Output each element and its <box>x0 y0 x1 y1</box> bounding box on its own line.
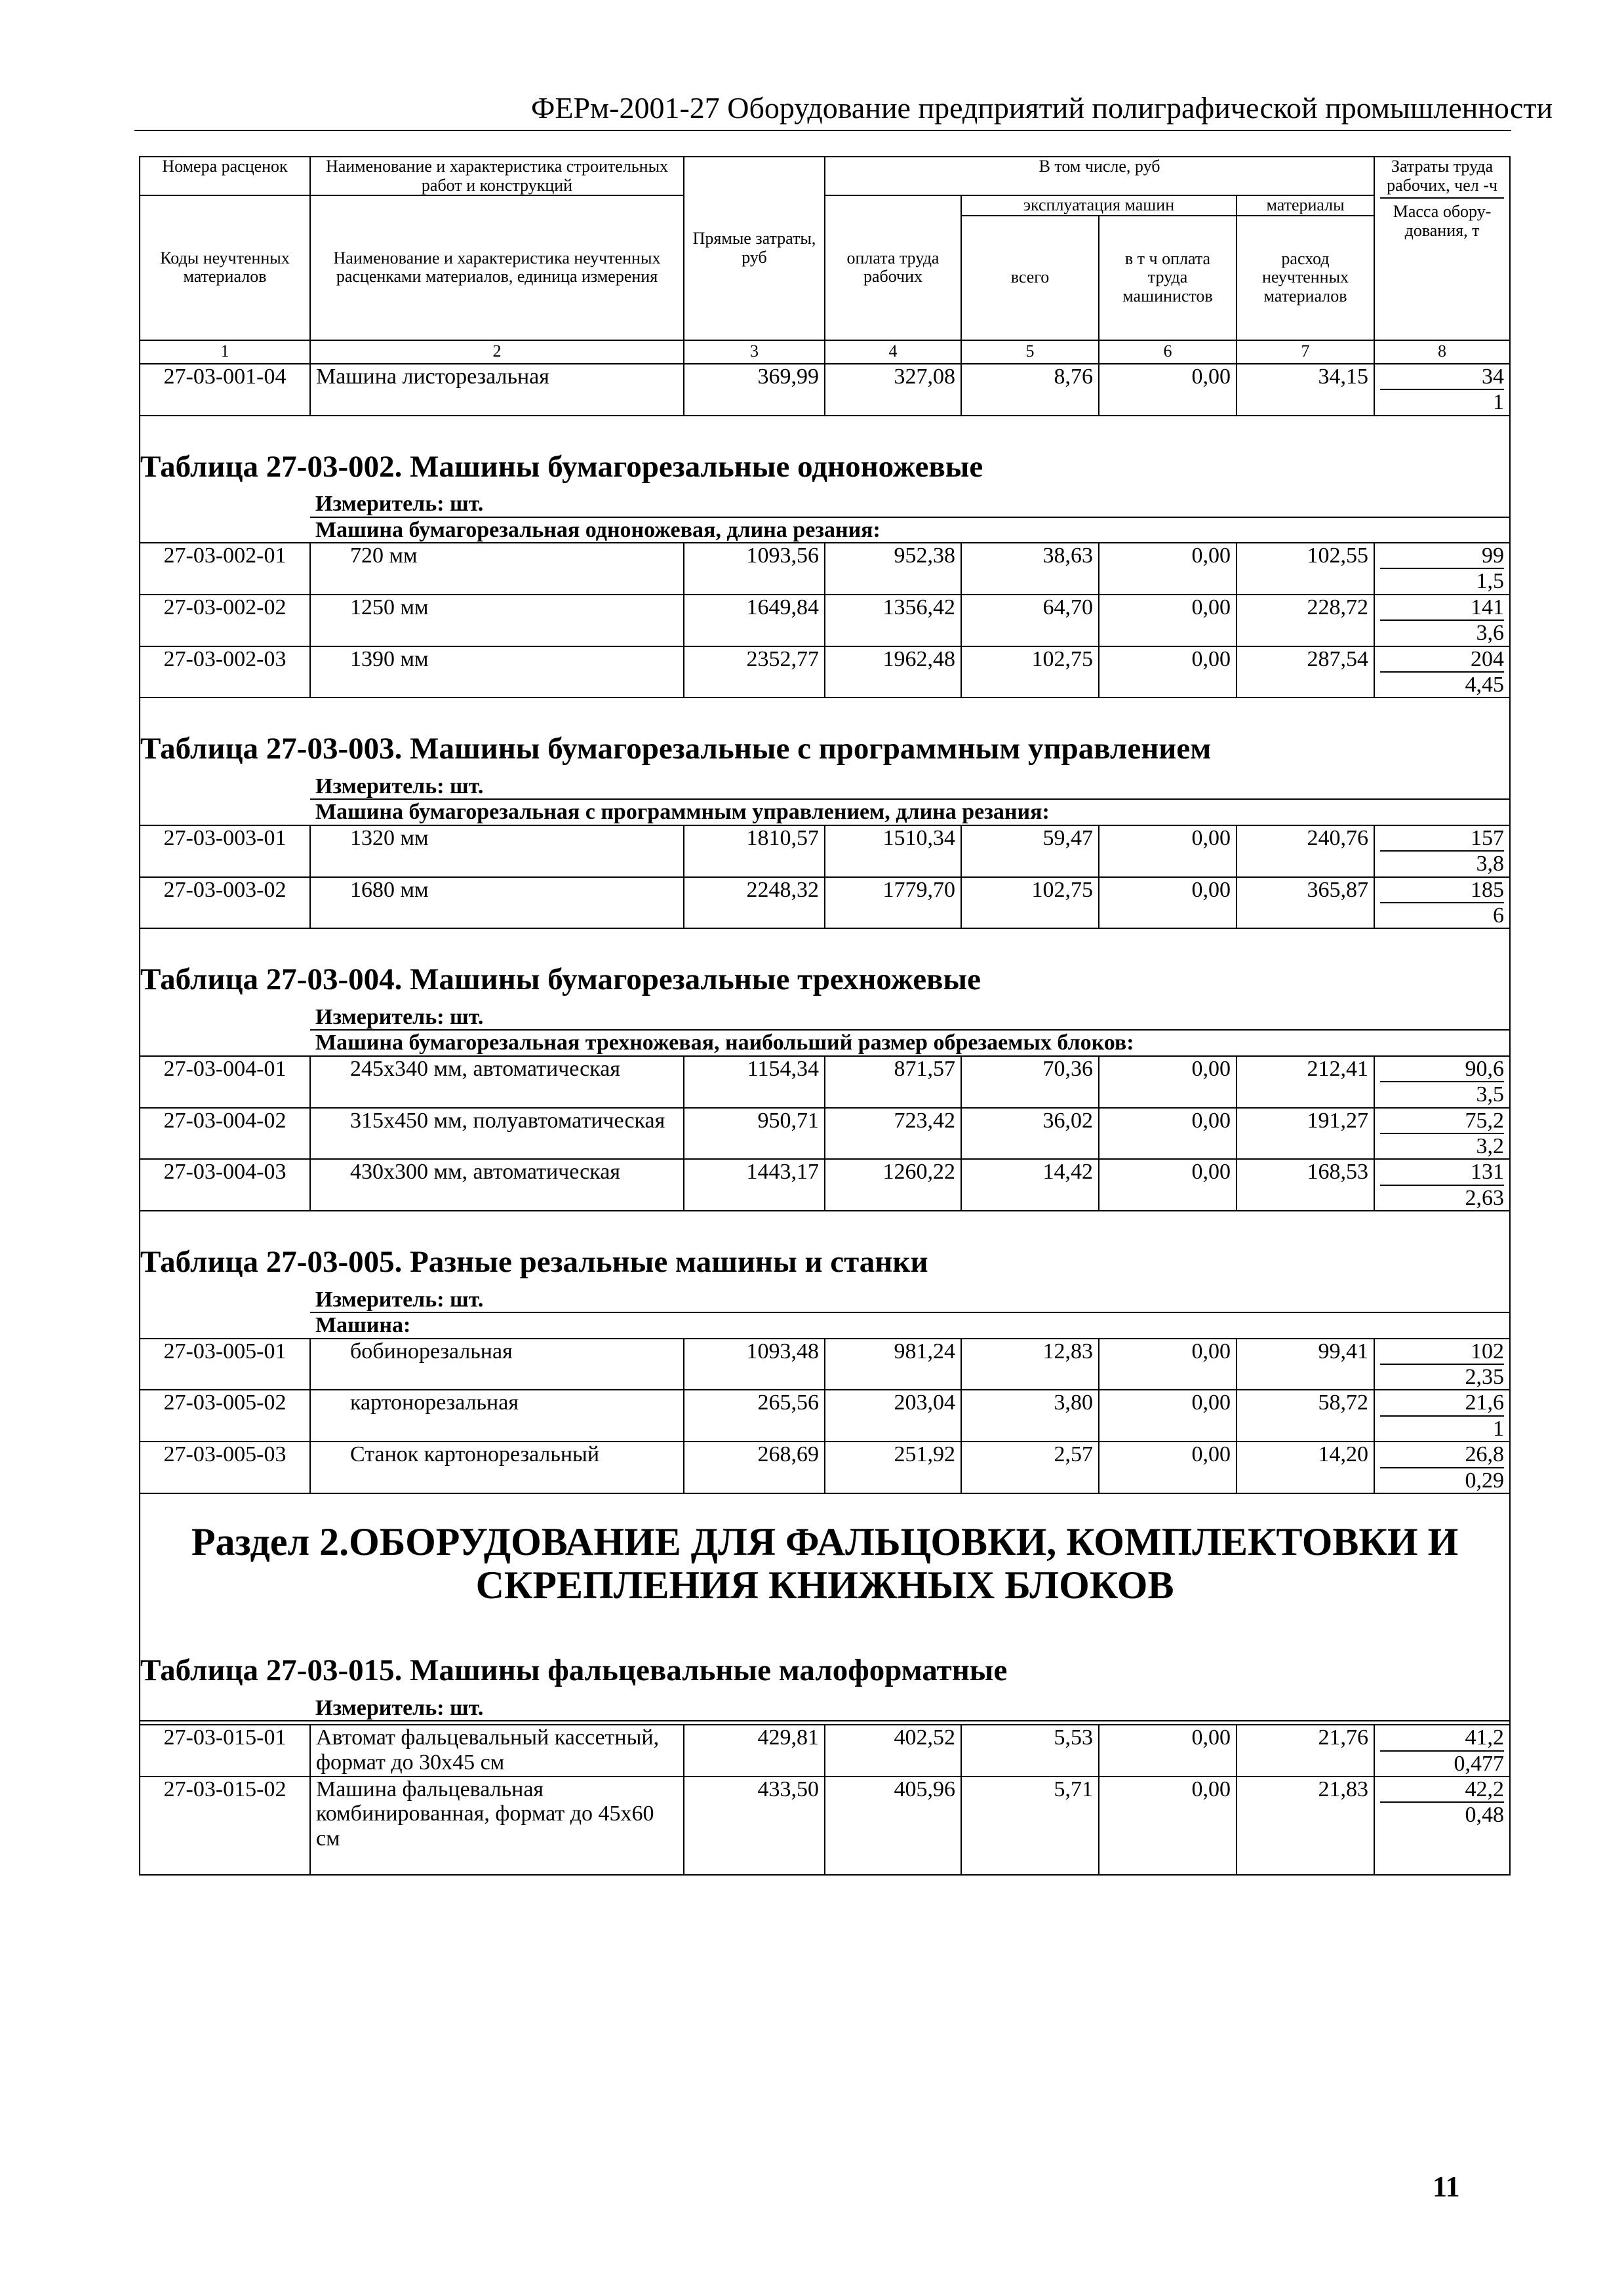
machines-total: 38,63 <box>961 543 1099 595</box>
wages: 1356,42 <box>825 595 961 646</box>
labor-value: 99 <box>1380 543 1504 569</box>
materials: 240,76 <box>1237 825 1374 877</box>
header-codes-top: Номера расценок <box>140 157 310 195</box>
labor-value: 185 <box>1380 878 1504 903</box>
wages: 1779,70 <box>825 877 961 929</box>
column-numbers-row <box>140 340 1510 364</box>
title-rule <box>134 130 1511 131</box>
group-heading: Машина бумагорезальная с программным управлением, длина резания: <box>310 799 1510 825</box>
measure-unit: Измеритель: шт. <box>310 774 1510 799</box>
rate-code: 27-03-003-01 <box>140 825 310 877</box>
mass-value: 3,6 <box>1476 621 1505 646</box>
machinists-wages: 0,00 <box>1099 1056 1237 1108</box>
materials: 21,76 <box>1237 1725 1374 1777</box>
measure-unit: Измеритель: шт. <box>310 1696 1510 1721</box>
rate-code: 27-03-004-03 <box>140 1159 310 1211</box>
table-title: Таблица 27-03-004. Машины бумагорезальные трехножевые <box>140 928 1510 1005</box>
header-mass: Масса обору-дования, т <box>1393 202 1492 240</box>
wages: 203,04 <box>825 1390 961 1442</box>
mass-value: 0,29 <box>1465 1468 1505 1493</box>
materials: 21,83 <box>1237 1777 1374 1875</box>
labor-value: 131 <box>1380 1160 1504 1185</box>
direct-cost: 1443,17 <box>684 1159 825 1211</box>
table-row <box>140 543 1510 595</box>
table-row <box>140 877 1510 929</box>
group-row <box>140 1030 1510 1055</box>
direct-cost: 268,69 <box>684 1442 825 1493</box>
table-row <box>140 1442 1510 1493</box>
labor-value: 204 <box>1380 647 1504 673</box>
machinists-wages: 0,00 <box>1099 825 1237 877</box>
direct-cost: 265,56 <box>684 1390 825 1442</box>
col-num: 8 <box>1374 340 1510 364</box>
rate-code: 27-03-005-03 <box>140 1442 310 1493</box>
rate-name: 430x300 мм, автоматическая <box>310 1159 684 1211</box>
labor-mass-cell <box>1374 364 1510 416</box>
table-row <box>140 646 1510 698</box>
machines-total: 5,53 <box>961 1725 1099 1777</box>
table-row <box>140 1777 1510 1875</box>
machines-total: 12,83 <box>961 1339 1099 1390</box>
direct-cost: 1093,56 <box>684 543 825 595</box>
table-title: Таблица 27-03-015. Машины фальцевальные малоформатные <box>140 1620 1510 1696</box>
labor-mass-cell <box>1374 543 1510 595</box>
labor-mass-cell <box>1374 877 1510 929</box>
labor-mass-cell <box>1374 1159 1510 1211</box>
measure-row <box>140 492 1510 517</box>
group-row <box>140 799 1510 825</box>
machines-total: 3,80 <box>961 1390 1099 1442</box>
rate-name: Автомат фальцевальный кассетный, формат до 30x45 см <box>310 1725 684 1777</box>
materials: 365,87 <box>1237 877 1374 929</box>
table-row <box>140 1339 1510 1390</box>
wages: 952,38 <box>825 543 961 595</box>
wages: 402,52 <box>825 1725 961 1777</box>
machinists-wages: 0,00 <box>1099 543 1237 595</box>
wages: 1962,48 <box>825 646 961 698</box>
rate-name: Машина листорезальная <box>310 364 684 416</box>
labor-mass-cell <box>1374 1442 1510 1493</box>
labor-mass-cell <box>1374 1725 1510 1777</box>
machines-total: 5,71 <box>961 1777 1099 1875</box>
mass-value: 0,48 <box>1465 1803 1505 1828</box>
materials: 99,41 <box>1237 1339 1374 1390</box>
header-codes-bottom: Коды неучтенных материалов <box>140 195 310 340</box>
table-title-row <box>140 928 1510 1005</box>
machinists-wages: 0,00 <box>1099 877 1237 929</box>
group-row <box>140 517 1510 543</box>
mass-value: 3,5 <box>1476 1082 1505 1107</box>
measure-spacer <box>140 492 310 517</box>
col-num: 7 <box>1237 340 1374 364</box>
wages: 1510,34 <box>825 825 961 877</box>
table-row <box>140 1056 1510 1108</box>
rate-name: бобинорезальная <box>310 1339 684 1390</box>
rate-code: 27-03-001-04 <box>140 364 310 416</box>
rate-code: 27-03-005-02 <box>140 1390 310 1442</box>
measure-spacer <box>140 1696 310 1721</box>
header-material-expense: расход неучтенных материалов <box>1237 216 1374 340</box>
mass-value: 1 <box>1493 390 1505 415</box>
machinists-wages: 0,00 <box>1099 1339 1237 1390</box>
mass-value: 1,5 <box>1476 569 1505 594</box>
labor-mass-cell <box>1374 1108 1510 1160</box>
labor-mass-cell <box>1374 825 1510 877</box>
labor-value: 102 <box>1380 1339 1504 1365</box>
direct-cost: 429,81 <box>684 1725 825 1777</box>
wages: 1260,22 <box>825 1159 961 1211</box>
table-title-row <box>140 1620 1510 1696</box>
materials: 58,72 <box>1237 1390 1374 1442</box>
machinists-wages: 0,00 <box>1099 1108 1237 1160</box>
rate-code: 27-03-015-01 <box>140 1725 310 1777</box>
direct-cost: 369,99 <box>684 364 825 416</box>
labor-value: 75,2 <box>1380 1109 1504 1134</box>
table-title: Таблица 27-03-002. Машины бумагорезальные одноножевые <box>140 416 1510 492</box>
machines-total: 59,47 <box>961 825 1099 877</box>
rate-code: 27-03-004-01 <box>140 1056 310 1108</box>
wages: 251,92 <box>825 1442 961 1493</box>
measure-row <box>140 1696 1510 1721</box>
machinists-wages: 0,00 <box>1099 1725 1237 1777</box>
rate-code: 27-03-015-02 <box>140 1777 310 1875</box>
machines-total: 64,70 <box>961 595 1099 646</box>
direct-cost: 950,71 <box>684 1108 825 1160</box>
header-machines: эксплуатация машин <box>961 195 1237 216</box>
measure-unit: Измеритель: шт. <box>310 492 1510 517</box>
materials: 102,55 <box>1237 543 1374 595</box>
rate-code: 27-03-002-02 <box>140 595 310 646</box>
mass-value: 4,45 <box>1465 672 1505 697</box>
direct-cost: 1093,48 <box>684 1339 825 1390</box>
machines-total: 102,75 <box>961 877 1099 929</box>
labor-value: 141 <box>1380 595 1504 621</box>
labor-value: 34 <box>1380 364 1504 390</box>
machinists-wages: 0,00 <box>1099 595 1237 646</box>
rate-code: 27-03-005-01 <box>140 1339 310 1390</box>
document-title: ФЕРм-2001-27 Оборудование предприятий полиграфической промышленности <box>531 91 1553 125</box>
section-title: Раздел 2.ОБОРУДОВАНИЕ ДЛЯ ФАЛЬЦОВКИ, КОМПЛЕКТОВКИ И СКРЕПЛЕНИЯ КНИЖНЫХ БЛОКОВ <box>140 1493 1510 1620</box>
rate-code: 27-03-003-02 <box>140 877 310 929</box>
rate-name: 1320 мм <box>310 825 684 877</box>
labor-value: 26,8 <box>1380 1442 1504 1468</box>
header-labor-mass <box>1374 157 1510 340</box>
direct-cost: 2248,32 <box>684 877 825 929</box>
rate-name: Машина фальцевальная комбинированная, формат до 45x60 см <box>310 1777 684 1875</box>
section-title-row <box>140 1493 1510 1620</box>
rate-name: Станок картонорезальный <box>310 1442 684 1493</box>
header-incl-machinists: в т ч оплата труда машинистов <box>1099 216 1237 340</box>
labor-mass-cell <box>1374 595 1510 646</box>
header-name-bottom: Наименование и характеристика неучтенных расценками материалов, единица измерения <box>310 195 684 340</box>
machines-total: 36,02 <box>961 1108 1099 1160</box>
measure-unit: Измеритель: шт. <box>310 1005 1510 1030</box>
col-num: 3 <box>684 340 825 364</box>
machines-total: 102,75 <box>961 646 1099 698</box>
mass-value: 0,477 <box>1454 1751 1505 1776</box>
header-row-2 <box>140 195 1510 216</box>
labor-value: 41,2 <box>1380 1725 1504 1751</box>
group-heading: Машина бумагорезальная трехножевая, наибольший размер обрезаемых блоков: <box>310 1030 1510 1055</box>
group-row <box>140 1312 1510 1338</box>
mass-value: 1 <box>1493 1416 1505 1441</box>
mass-value: 2,63 <box>1465 1185 1505 1210</box>
materials: 191,27 <box>1237 1108 1374 1160</box>
table-row <box>140 1725 1510 1777</box>
measure-row <box>140 1287 1510 1312</box>
wages: 981,24 <box>825 1339 961 1390</box>
header-wages: оплата труда рабочих <box>825 195 961 340</box>
labor-value: 21,6 <box>1380 1390 1504 1416</box>
rate-name: 245x340 мм, автоматическая <box>310 1056 684 1108</box>
measure-spacer <box>140 1287 310 1312</box>
direct-cost: 2352,77 <box>684 646 825 698</box>
machinists-wages: 0,00 <box>1099 1777 1237 1875</box>
rate-name: 1390 мм <box>310 646 684 698</box>
labor-value: 42,2 <box>1380 1777 1504 1803</box>
materials: 168,53 <box>1237 1159 1374 1211</box>
measure-unit: Измеритель: шт. <box>310 1287 1510 1312</box>
machinists-wages: 0,00 <box>1099 1159 1237 1211</box>
table-title-row <box>140 698 1510 774</box>
rate-code: 27-03-004-02 <box>140 1108 310 1160</box>
machines-total: 2,57 <box>961 1442 1099 1493</box>
machines-total: 70,36 <box>961 1056 1099 1108</box>
table-row <box>140 825 1510 877</box>
group-spacer <box>140 799 310 825</box>
rate-name: 1250 мм <box>310 595 684 646</box>
table-title-row <box>140 1211 1510 1287</box>
mass-value: 3,8 <box>1476 852 1505 876</box>
header-materials: материалы <box>1237 195 1374 216</box>
direct-cost: 1154,34 <box>684 1056 825 1108</box>
table-title: Таблица 27-03-003. Машины бумагорезальные с программным управлением <box>140 698 1510 774</box>
group-heading: Машина: <box>310 1312 1510 1338</box>
labor-value: 157 <box>1380 826 1504 852</box>
group-spacer <box>140 517 310 543</box>
table-row <box>140 1108 1510 1160</box>
table-row <box>140 595 1510 646</box>
direct-cost: 433,50 <box>684 1777 825 1875</box>
wages: 327,08 <box>825 364 961 416</box>
page-number: 11 <box>1433 2171 1460 2203</box>
group-heading: Машина бумагорезальная одноножевая, длина резания: <box>310 517 1510 543</box>
machinists-wages: 0,00 <box>1099 1442 1237 1493</box>
header-total: всего <box>961 216 1099 340</box>
group-spacer <box>140 1030 310 1055</box>
table-row <box>140 364 1510 416</box>
header-including: В том числе, руб <box>825 157 1374 195</box>
table-row <box>140 1390 1510 1442</box>
table-row <box>140 1159 1510 1211</box>
direct-cost: 1810,57 <box>684 825 825 877</box>
wages: 405,96 <box>825 1777 961 1875</box>
rate-name: 720 мм <box>310 543 684 595</box>
mass-value: 6 <box>1493 903 1505 928</box>
mass-value: 2,35 <box>1465 1365 1505 1390</box>
header-name-top: Наименование и характеристика строительных работ и конструкций <box>310 157 684 195</box>
mass-value: 3,2 <box>1476 1134 1505 1159</box>
materials: 228,72 <box>1237 595 1374 646</box>
measure-spacer <box>140 774 310 799</box>
direct-cost: 1649,84 <box>684 595 825 646</box>
measure-row <box>140 1005 1510 1030</box>
wages: 871,57 <box>825 1056 961 1108</box>
header-direct-costs: Прямые затраты, руб <box>684 157 825 340</box>
materials: 287,54 <box>1237 646 1374 698</box>
measure-spacer <box>140 1005 310 1030</box>
machines-total: 14,42 <box>961 1159 1099 1211</box>
col-num: 4 <box>825 340 961 364</box>
labor-mass-cell <box>1374 1777 1510 1875</box>
labor-mass-cell <box>1374 1339 1510 1390</box>
header-labor: Затраты труда рабочих, чел -ч <box>1380 157 1504 199</box>
labor-mass-cell <box>1374 1390 1510 1442</box>
col-num: 5 <box>961 340 1099 364</box>
machines-total: 8,76 <box>961 364 1099 416</box>
rate-code: 27-03-002-01 <box>140 543 310 595</box>
col-num: 6 <box>1099 340 1237 364</box>
materials: 34,15 <box>1237 364 1374 416</box>
measure-row <box>140 774 1510 799</box>
rate-name: 315x450 мм, полуавтоматическая <box>310 1108 684 1160</box>
table-title-row <box>140 416 1510 492</box>
labor-value: 90,6 <box>1380 1057 1504 1082</box>
rate-name: 1680 мм <box>310 877 684 929</box>
table-title: Таблица 27-03-005. Разные резальные машины и станки <box>140 1211 1510 1287</box>
col-num: 1 <box>140 340 310 364</box>
machinists-wages: 0,00 <box>1099 364 1237 416</box>
rates-table <box>139 156 1511 1876</box>
col-num: 2 <box>310 340 684 364</box>
rate-name: картонорезальная <box>310 1390 684 1442</box>
materials: 212,41 <box>1237 1056 1374 1108</box>
machinists-wages: 0,00 <box>1099 646 1237 698</box>
rate-code: 27-03-002-03 <box>140 646 310 698</box>
header-row-1 <box>140 157 1510 195</box>
machinists-wages: 0,00 <box>1099 1390 1237 1442</box>
materials: 14,20 <box>1237 1442 1374 1493</box>
group-spacer <box>140 1312 310 1338</box>
labor-mass-cell <box>1374 1056 1510 1108</box>
wages: 723,42 <box>825 1108 961 1160</box>
labor-mass-cell <box>1374 646 1510 698</box>
